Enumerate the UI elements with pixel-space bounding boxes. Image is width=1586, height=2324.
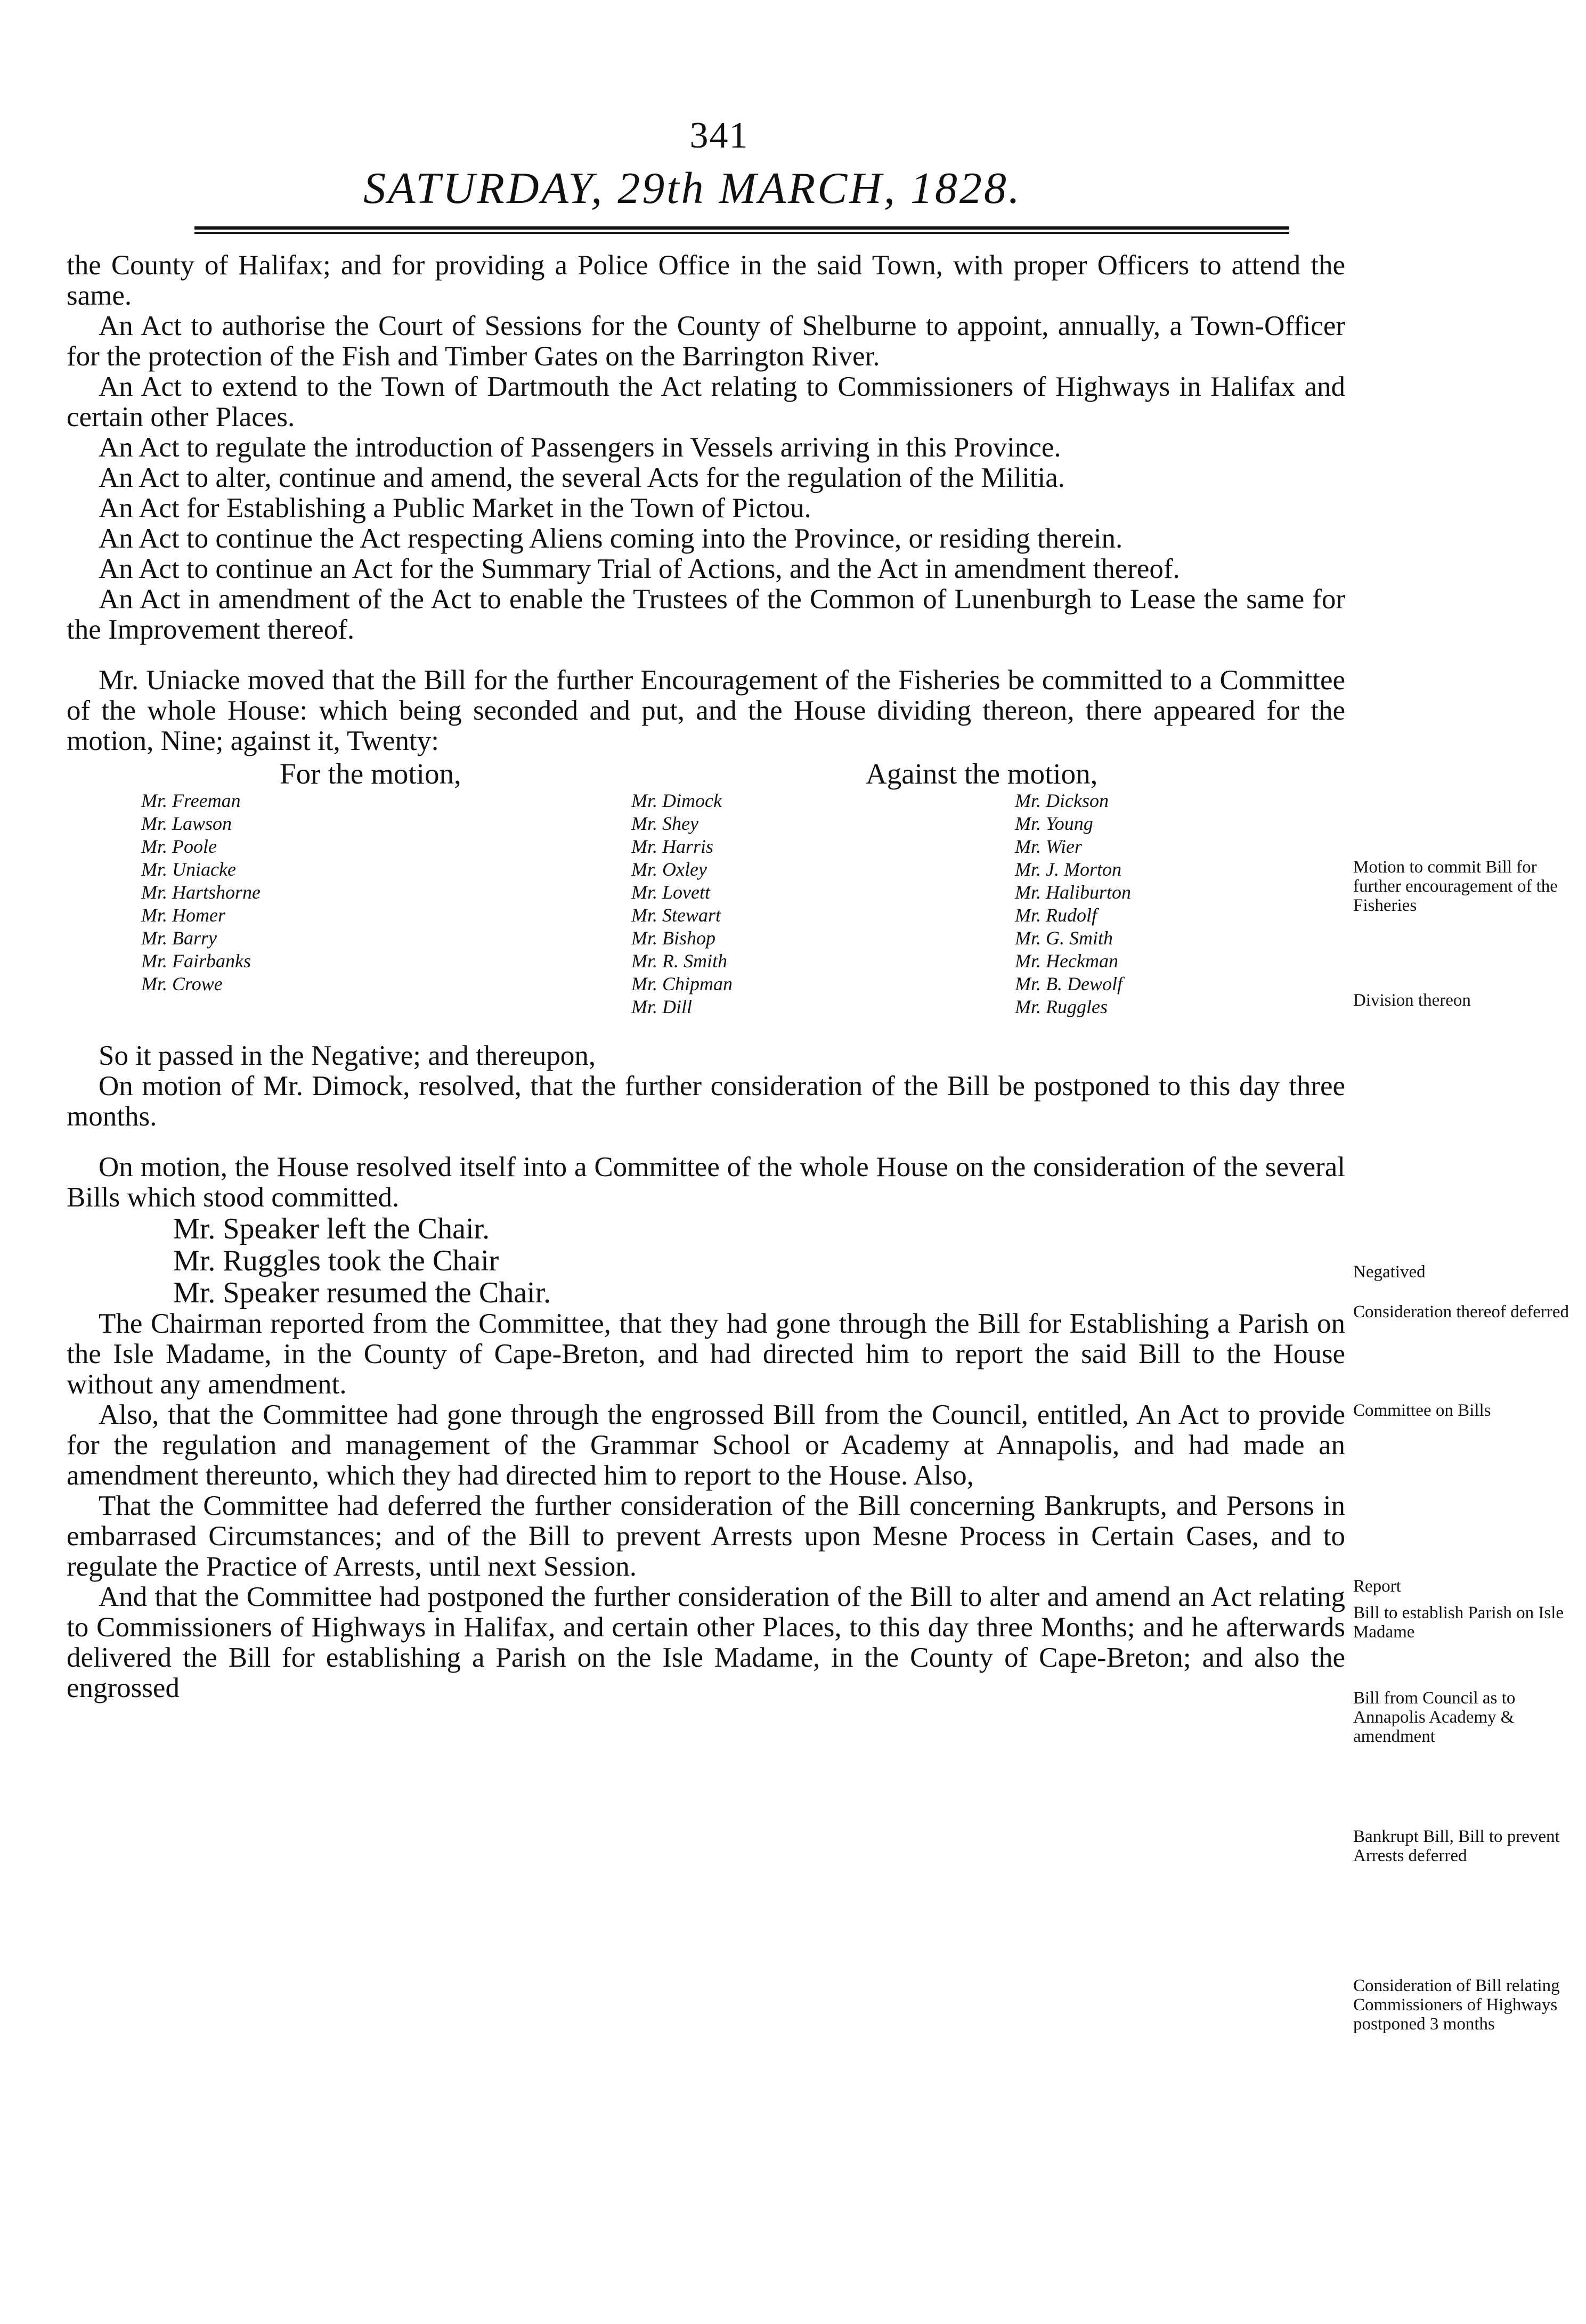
member-name: Mr. Lovett xyxy=(631,882,710,903)
member-name: Mr. Rudolf xyxy=(1015,904,1097,926)
dateline: SATURDAY, 29th MARCH, 1828. xyxy=(363,164,1022,213)
against-names-left xyxy=(631,789,733,1018)
paragraph-p8: An Act to continue an Act for the Summary Trial of Actions, and the Act in amendment thereof. xyxy=(99,553,1180,584)
against-heading: Against the motion, xyxy=(866,757,1098,790)
member-name: Mr. Stewart xyxy=(631,904,721,926)
for-heading: For the motion, xyxy=(280,757,461,790)
member-name: Mr. R. Smith xyxy=(631,950,727,972)
member-name: Mr. Dickson xyxy=(1015,790,1109,811)
paragraph-p12: On motion of Mr. Dimock, resolved, that the further consideration of the Bill be postponed to this day three months. xyxy=(67,1071,1345,1132)
paragraph-p7: An Act to continue the Act respecting Aliens coming into the Province, or residing therein. xyxy=(99,523,1123,554)
member-name: Mr. Heckman xyxy=(1015,950,1118,972)
division-list xyxy=(67,759,1345,1041)
margin-note-deferred: Consideration thereof deferred xyxy=(1353,1302,1569,1322)
member-name: Mr. Harris xyxy=(631,836,714,857)
paragraph-p19: That the Committee had deferred the further consideration of the Bill concerning Bankrupts, and Persons in embarrased Circumstances; and of the Bill to prevent Arrests upon Mesne Process in Certain Cases, and to regulate the Practice of Arrests, until next Session. xyxy=(67,1490,1345,1582)
member-name: Mr. Shey xyxy=(631,813,698,834)
paragraph-p2: An Act to authorise the Court of Sessions for the County of Shelburne to appoint, annually, a Town-Officer for the protection of the Fish and Timber Gates on the Barrington River. xyxy=(67,311,1345,372)
paragraph-p13: On motion, the House resolved itself into a Committee of the whole House on the consideration of the several Bills which stood committed. xyxy=(67,1152,1345,1213)
member-name: Mr. Oxley xyxy=(631,859,707,880)
member-name: Mr. Lawson xyxy=(141,813,232,834)
paragraph-p18: Also, that the Committee had gone through the engrossed Bill from the Council, entitled, An Act to provide for the regulation and management of the Grammar School or Academy at Annapolis, and had made an amendment thereunto, which they had directed him to report to the House. Also, xyxy=(67,1399,1345,1491)
margin-note-negatived: Negatived xyxy=(1353,1262,1426,1282)
member-name: Mr. Young xyxy=(1015,813,1093,834)
margin-note-committee: Committee on Bills xyxy=(1353,1401,1491,1420)
paragraph-p16: Mr. Speaker resumed the Chair. xyxy=(173,1276,551,1309)
member-name: Mr. Ruggles xyxy=(1015,996,1108,1017)
margin-note-highways: Consideration of Bill relating Commissioners of Highways postponed 3 months xyxy=(1353,1976,1560,2034)
member-name: Mr. Crowe xyxy=(141,973,223,994)
member-name: Mr. B. Dewolf xyxy=(1015,973,1123,994)
member-name: Mr. Poole xyxy=(141,836,217,857)
member-name: Mr. Wier xyxy=(1015,836,1082,857)
member-name: Mr. Homer xyxy=(141,904,225,926)
margin-note-bankrupt: Bankrupt Bill, Bill to prevent Arrests deferred xyxy=(1353,1827,1560,1865)
margin-note-annapolis: Bill from Council as to Annapolis Academy & amendment xyxy=(1353,1689,1516,1746)
paragraph-p15: Mr. Ruggles took the Chair xyxy=(173,1244,499,1277)
paragraph-p14: Mr. Speaker left the Chair. xyxy=(173,1212,490,1245)
paragraph-p3: An Act to extend to the Town of Dartmouth the Act relating to Commissioners of Highways in Halifax and certain other Places. xyxy=(67,371,1345,433)
paragraph-p6: An Act for Establishing a Public Market in the Town of Pictou. xyxy=(99,493,811,524)
member-name: Mr. Bishop xyxy=(631,927,716,949)
paragraph-p11: So it passed in the Negative; and thereupon, xyxy=(99,1040,596,1071)
paragraph-p1: the County of Halifax; and for providing a Police Office in the said Town, with proper Officers to attend the same. xyxy=(67,250,1345,311)
paragraph-p4: An Act to regulate the introduction of Passengers in Vessels arriving in this Province. xyxy=(99,432,1061,463)
paragraph-p20: And that the Committee had postponed the further consideration of the Bill to alter and amend an Act relating to Commissioners of Highways in Halifax, and certain other Places, to this day three Months; and he afterwards delivered the Bill for establishing a Parish on the Isle Madame, in the County of Cape-Breton; and also the engrossed xyxy=(67,1581,1345,1703)
header-rule-thin xyxy=(194,232,1289,234)
member-name: Mr. Hartshorne xyxy=(141,882,261,903)
body-text xyxy=(67,250,1345,1703)
member-name: Mr. Haliburton xyxy=(1015,882,1132,903)
member-name: Mr. Barry xyxy=(141,927,217,949)
member-name: Mr. Freeman xyxy=(141,790,241,811)
member-name: Mr. Uniacke xyxy=(141,859,236,880)
paragraph-p10: Mr. Uniacke moved that the Bill for the further Encouragement of the Fisheries be committed to a Committee of the whole House: which being seconded and put, and the House dividing thereon, there appeared for the motion, Nine; against it, Twenty: xyxy=(67,665,1345,756)
member-name: Mr. Dill xyxy=(631,996,693,1017)
paragraph-p5: An Act to alter, continue and amend, the several Acts for the regulation of the Militia. xyxy=(99,462,1066,493)
member-name: Mr. Fairbanks xyxy=(141,950,251,972)
header-rule-thick xyxy=(194,226,1289,230)
against-names-right xyxy=(1015,789,1131,1018)
for-names xyxy=(141,789,261,996)
member-name: Mr. Chipman xyxy=(631,973,733,994)
margin-note-division: Division thereon xyxy=(1353,991,1471,1010)
paragraph-p9: An Act in amendment of the Act to enable the Trustees of the Common of Lunenburgh to Lease the same for the Improvement thereof. xyxy=(67,584,1345,645)
member-name: Mr. G. Smith xyxy=(1015,927,1113,949)
margin-note-report: Report xyxy=(1353,1577,1401,1596)
margin-note-motion: Motion to commit Bill for further encouragement of the Fisheries xyxy=(1353,858,1558,915)
member-name: Mr. Dimock xyxy=(631,790,722,811)
margin-note-isle-madame: Bill to establish Parish on Isle Madame xyxy=(1353,1603,1564,1642)
member-name: Mr. J. Morton xyxy=(1015,859,1121,880)
page-number: 341 xyxy=(689,115,749,156)
paragraph-p17: The Chairman reported from the Committee, that they had gone through the Bill for Establishing a Parish on the Isle Madame, in the County of Cape-Breton, and had directed him to report the said Bill to the House without any amendment. xyxy=(67,1308,1345,1400)
